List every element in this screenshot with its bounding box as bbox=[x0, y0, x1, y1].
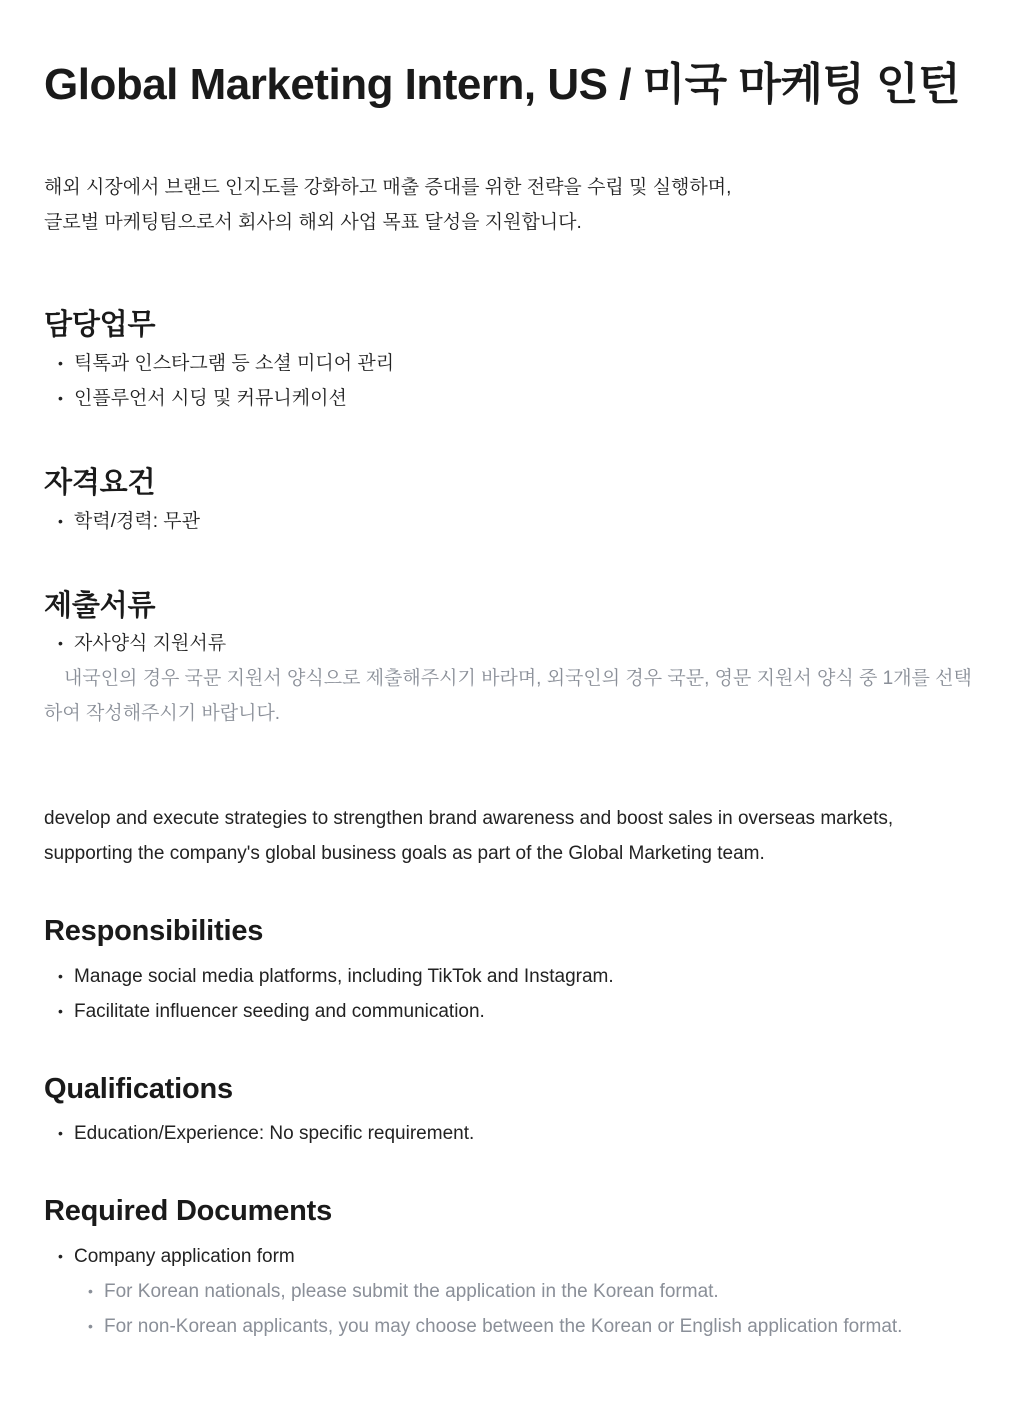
ko-qual-list bbox=[44, 504, 200, 539]
list-item: • 인플루언서 시딩 및 커뮤니케이션 bbox=[44, 381, 394, 416]
en-qual-list bbox=[44, 1116, 474, 1151]
en-qual-heading: Qualifications bbox=[44, 1073, 233, 1105]
en-docs-sub-list bbox=[74, 1274, 902, 1344]
ko-docs-heading: 제출서류 bbox=[44, 590, 156, 622]
ko-intro-line-1: 해외 시장에서 브랜드 인지도를 강화하고 매출 증대를 위한 전략을 수립 및 실행하며, bbox=[44, 177, 732, 198]
en-docs-item-label: Company application form bbox=[74, 1246, 295, 1267]
list-item: • 자사양식 지원서류 bbox=[44, 626, 226, 661]
list-item: • Manage social media platforms, including TikTok and Instagram. bbox=[44, 959, 614, 994]
ko-qual-heading: 자격요건 bbox=[44, 467, 156, 499]
ko-intro-line-2: 글로벌 마케팅팀으로서 회사의 해외 사업 목표 달성을 지원합니다. bbox=[44, 212, 582, 233]
ko-docs-list bbox=[44, 626, 226, 661]
ko-docs-note: 내국인의 경우 국문 지원서 양식으로 제출해주시기 바라며, 외국인의 경우 국문, 영문 지원서 양식 중 1개를 선택하여 작성해주시기 바랍니다. bbox=[44, 668, 972, 724]
list-item: • 틱톡과 인스타그램 등 소셜 미디어 관리 bbox=[44, 346, 394, 381]
list-item: • Education/Experience: No specific requirement. bbox=[44, 1116, 474, 1151]
list-item: • Facilitate influencer seeding and communication. bbox=[44, 994, 614, 1029]
list-item: • 학력/경력: 무관 bbox=[44, 504, 200, 539]
en-resp-list bbox=[44, 959, 614, 1029]
en-docs-list bbox=[44, 1239, 902, 1344]
en-docs-heading: Required Documents bbox=[44, 1195, 333, 1227]
ko-intro bbox=[44, 170, 731, 240]
ko-duties-heading: 담당업무 bbox=[44, 309, 156, 341]
en-intro bbox=[44, 801, 893, 871]
en-intro-line-1: develop and execute strategies to strengthen brand awareness and boost sales in overseas markets, bbox=[44, 808, 894, 829]
en-intro-line-2: supporting the company's global business goals as part of the Global Marketing team. bbox=[44, 843, 765, 864]
list-item: • For Korean nationals, please submit the application in the Korean format. bbox=[74, 1274, 902, 1309]
list-item: • For non-Korean applicants, you may choose between the Korean or English application format. bbox=[74, 1309, 902, 1344]
en-resp-heading: Responsibilities bbox=[44, 915, 264, 947]
list-item bbox=[44, 1239, 902, 1344]
ko-duties-list bbox=[44, 346, 394, 416]
page-title: Global Marketing Intern, US / 미국 마케팅 인턴 bbox=[44, 60, 961, 109]
